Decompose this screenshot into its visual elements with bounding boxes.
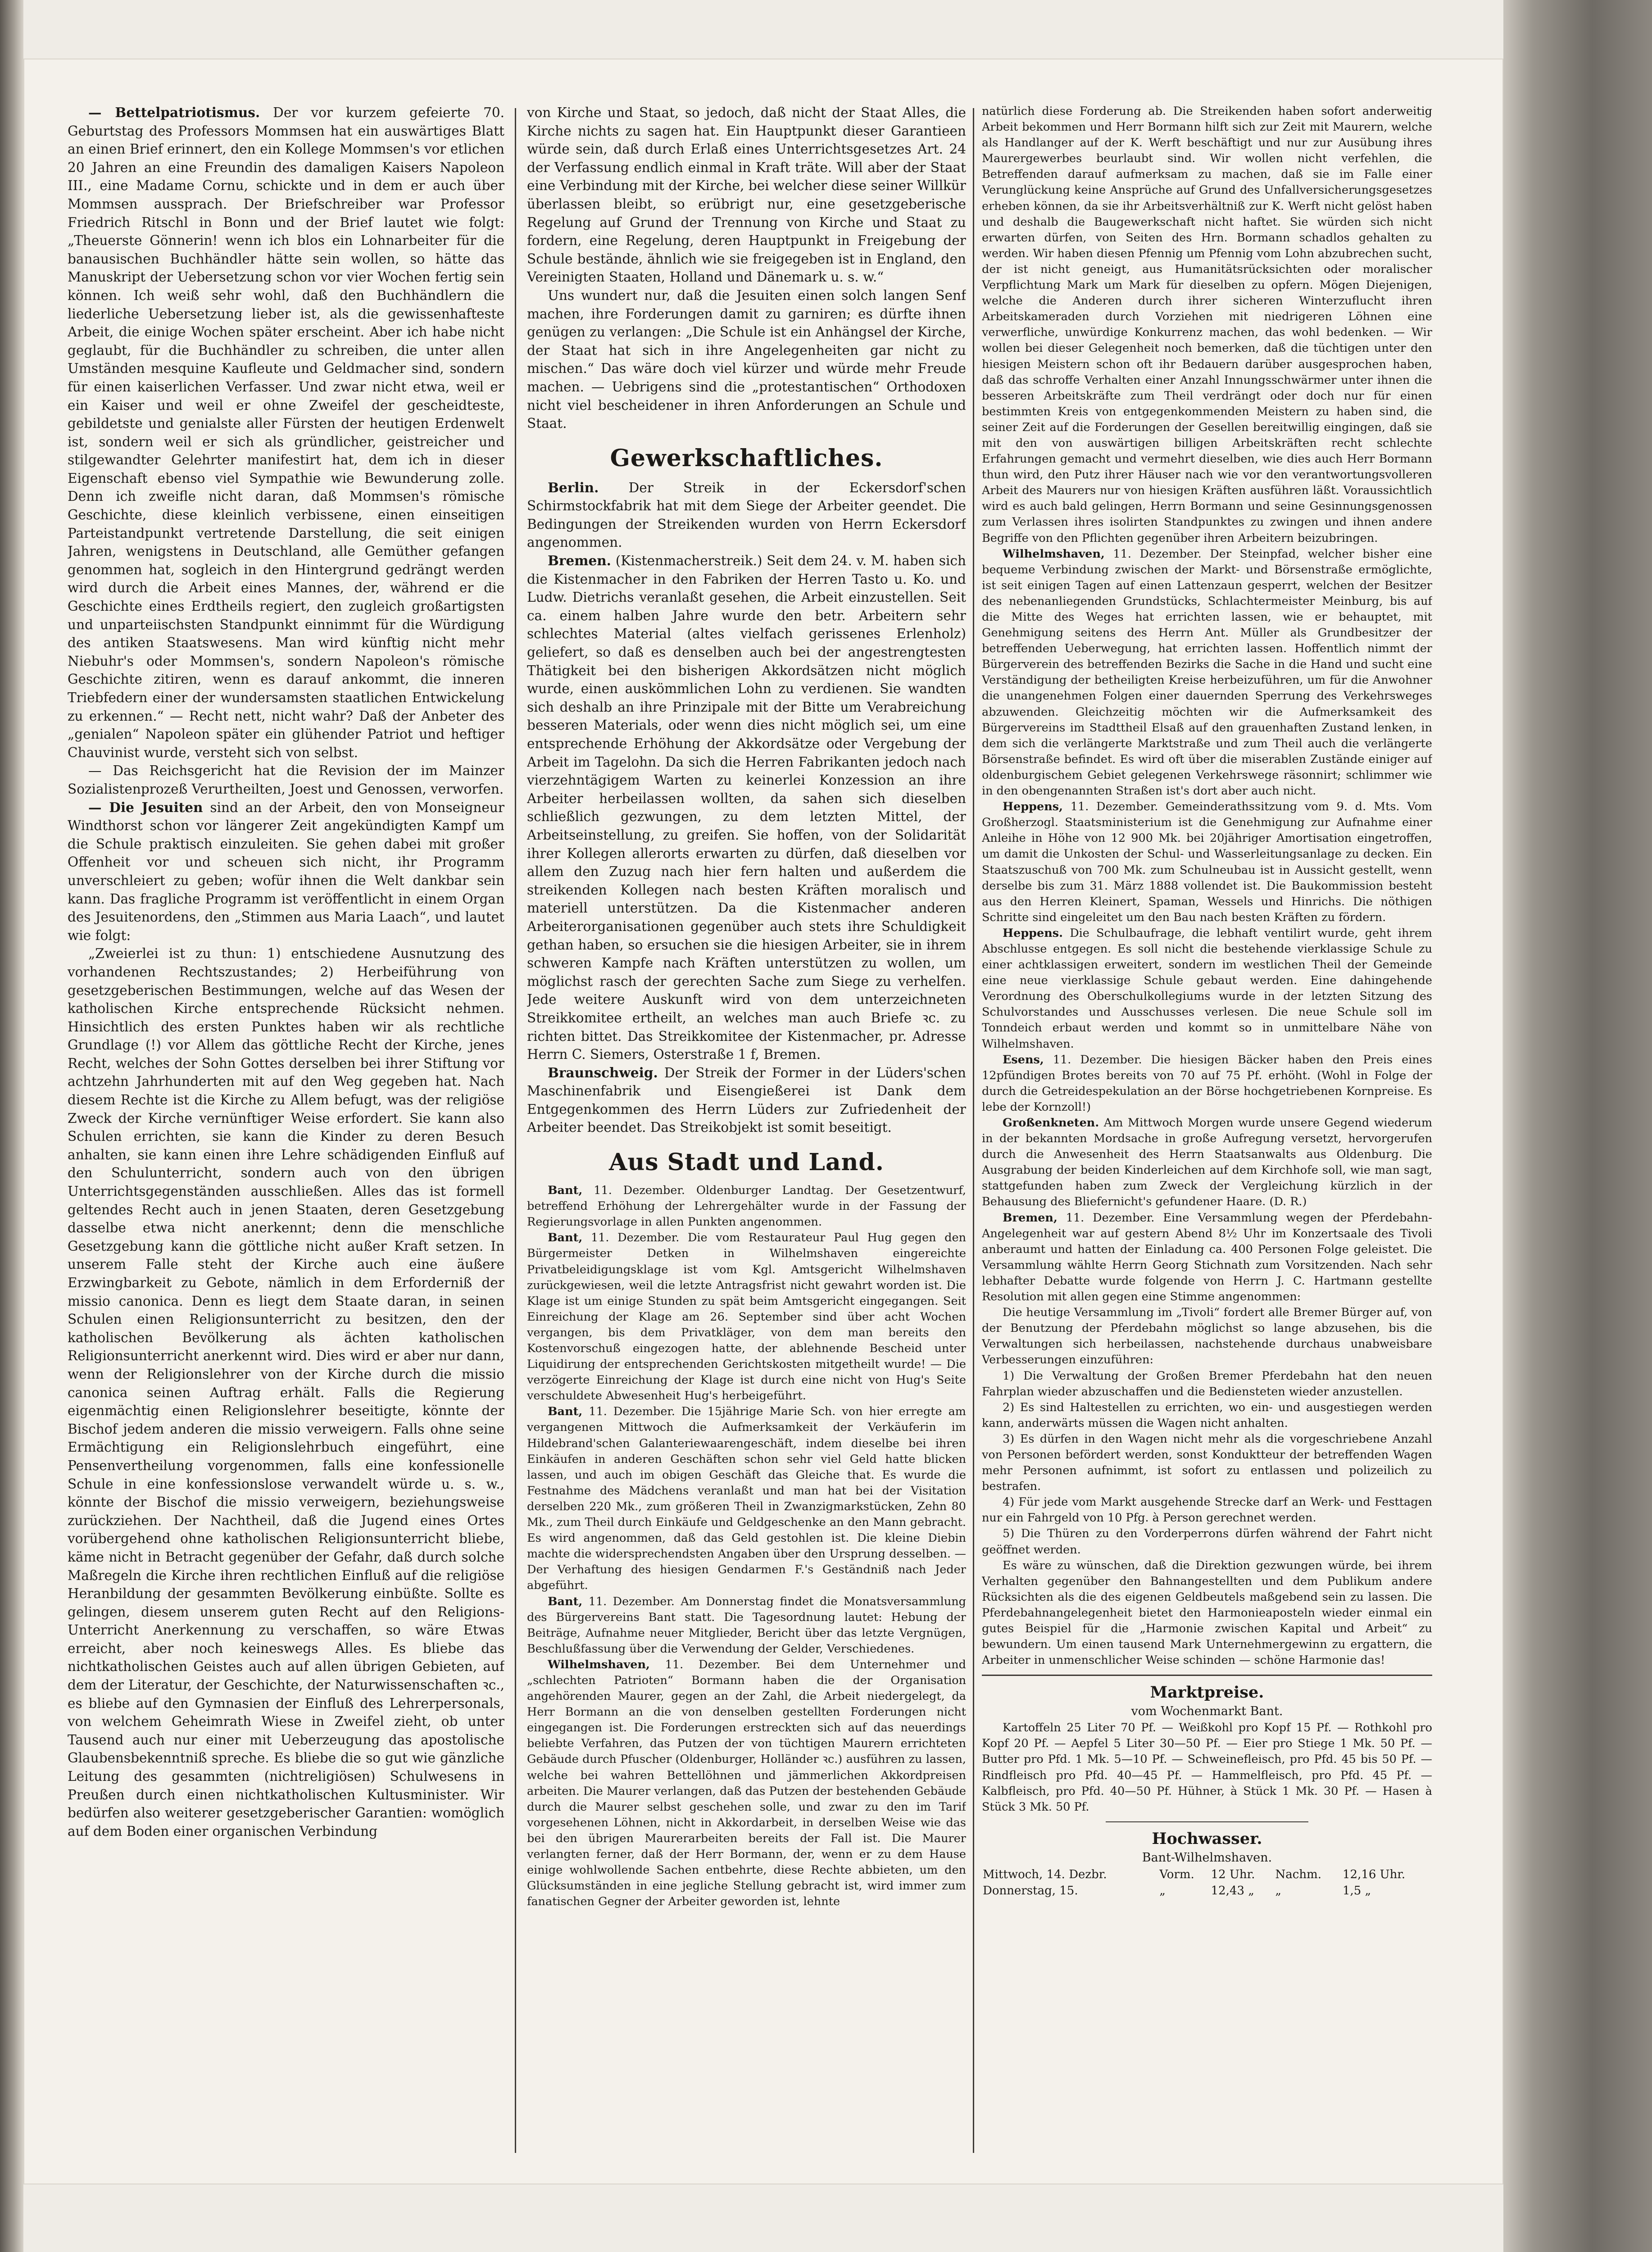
tide-table xyxy=(982,1866,1432,1899)
news-dateline: Berlin. xyxy=(548,479,599,495)
tide-am-label: „ xyxy=(1159,1884,1166,1898)
news-item xyxy=(982,1400,1432,1431)
article-lead: — Die Jesuiten xyxy=(88,799,203,815)
news-text: 11. Dezember. Der Steinpfad, welcher bisher eine bequeme Verbindung zwischen der Markt- und Börsenstraße ermöglichte, ist seit einigen Tagen auf einen Lattenzaun gesperrt, welchen der Besitzer des nebenanliegenden Grundstücks, Schlachtermeister Meinburg, bis auf die Mitte des Weges hat errichten lassen, wie er behauptet, mit Genehmigung seitens des Herrn Ant. Müller als Grundbesitzer der betreffenden Ueberwegung, hat errichten lassen. Hoffentlich nimmt der Bürgerverein des betreffenden Bezirks die Sache in die Hand und sucht eine Verständigung der betheiligten Kreise herbeizuführen, um für die Anwohner die unangenehmen Folgen einer dauernden Sperrung des Verkehrsweges abzuwenden. Gleichzeitig möchten wir die Aufmerksamkeit des Bürgervereins im Stadttheil Elsaß auf den grauenhaften Zustand lenken, in dem sich die verlängerte Marktstraße und zum Theil auch die verlängerte Börsenstraße befindet. Es wird oft über die miserablen Zustände einiger auf oldenburgischem Gebiet gelegenen Verkehrswege räsonnirt; schlimmer wie in den obengenannten Straßen ist's dort aber auch nicht. xyxy=(982,547,1432,798)
news-dateline: Wilhelmshaven, xyxy=(548,1657,650,1671)
news-text: Die Schulbaufrage, die lebhaft ventilirt wurde, geht ihrem Abschlusse entgegen. Es soll nicht die bestehende vierklassige Schule zu einer achtklassigen erweitert, sondern im westlichen Theil der Gemeinde eine neue vierklassige Schule gebaut werden. Eine dahingehende Verordnung des Oberschulkollegiums wurde in der letzten Sitzung des Schulvorstandes und Ausschusses verlesen. Die neue Schule soll im Tonndeich erbaut werden und kommt so in unmittelbare Nähe von Wilhelmshaven. xyxy=(982,926,1432,1051)
news-text: 1) Die Verwaltung der Großen Bremer Pferdebahn hat den neuen Fahrplan wieder abzuschaffen und die Bediensteten wieder anzustellen. xyxy=(982,1369,1432,1398)
news-dateline: Bant, xyxy=(548,1231,583,1245)
news-item xyxy=(527,552,966,1064)
column-1 xyxy=(68,104,504,2157)
news-item xyxy=(527,1064,966,1137)
news-text: 11. Dezember. Gemeinderathssitzung vom 9. d. Mts. Vom Großherzogl. Staatsministerium ist die Genehmigung zur Aufnahme einer Anleihe in Höhe von 12 900 Mk. bei 20jähriger Amortisation eingetroffen, um damit die Unkosten der Schul- und Wasserleitungsanlage zu decken. Ein Staatszuschuß von 700 Mk. zum Schulneubau ist in Aussicht gestellt, wenn derselbe bis zum 31. März 1888 vollendet ist. Die Baukommission besteht aus den Herren Kleinert, Spaman, Wessels und Hinrichs. Die nöthigen Schritte sind eingeleitet um den Bau nach besten Kräften zu fördern. xyxy=(982,800,1432,924)
news-text: Der Streik der Former in der Lüders'schen Maschinenfabrik und Eisengießerei ist Dank dem Entgegenkommen des Herrn Lüders zur Zufriedenheit der Arbeiter beendet. Das Streikobjekt ist somit beseitigt. xyxy=(527,1065,966,1135)
news-item xyxy=(982,926,1432,1052)
news-item xyxy=(982,1431,1432,1494)
section-divider xyxy=(982,1675,1432,1676)
news-text: 11. Dezember. Die hiesigen Bäcker haben den Preis eines 12pfündigen Brotes bereits von 70 auf 75 Pf. erhöht. (Wohl in Folge der durch die Getreidespekulation an der Börse hochgetriebenen Kornpreise. Es lebe der Kornzoll!) xyxy=(982,1053,1432,1114)
news-dateline: Heppens. xyxy=(1003,926,1063,940)
news-item xyxy=(982,799,1432,926)
news-item xyxy=(982,546,1432,799)
news-item xyxy=(982,1368,1432,1400)
tide-pm-label: „ xyxy=(1275,1884,1282,1898)
news-text: natürlich diese Forderung ab. Die Streikenden haben sofort anderweitig Arbeit bekommen und Herr Bormann hilft sich zur Zeit mit Maurern, welche als Handlanger auf der K. Werft beschäftigt und nur zur Ausübung ihres Maurergewerbes beurlaubt sind. Wir wollen nicht verfehlen, die Betreffenden darauf aufmerksam zu machen, daß sie im Falle einer Verunglückung keine Ansprüche auf Grund des Unfallversicherungsgesetzes erheben können, da sie ihr Arbeitsverhältniß zur K. Werft nicht gelöst haben und deshalb die Baugewerkschaft nicht haftet. Sie würden sich nicht erwarten dürfen, von Seiten des Hrn. Bormann schadlos gehalten zu werden. Wir haben diesen Pfennig um Pfennig vom Lohn abzubrechen sucht, der ist nicht geneigt, aus Humanitätsrücksichten oder moralischer Verpflichtung Mark um Mark für dieselben zu opfern. Mögen Diejenigen, welche die Anderen durch ihrer sicheren Winterzuflucht ihren Arbeitskameraden durch Vorziehen mit niedrigeren Löhnen eine verwerfliche, unwürdige Konkurrenz machen, das wohl bedenken. — Wir wollen bei dieser Gelegenheit noch bemerken, daß die tüchtigen unter den hiesigen Meistern schon oft ihr Bedauern darüber ausgesprochen haben, daß das schroffe Verhalten einer Anzahl Innungsschwärmer unter ihnen die besseren Arbeitskräfte zum Theil verdrängt oder doch nur für einen bestimmten Kreis von entgegenkommenden Meistern zu haben sind, die seiner Zeit auf die Forderungen der Gesellen bereitwillig eingingen, daß sie mit den von auswärtigen billigen Arbeitskräften recht schlechte Erfahrungen gemacht und vermehrt dieselben, wie dies auch Herr Bormann thun wird, den Putz ihrer Häuser nach wie vor den verantwortungsvolleren Arbeit des Maurers nur von hiesigen Kräften ausführen läßt. Voraussichtlich wird es auch bald gelingen, Herrn Bormann und seine Gesinnungsgenossen zum Verlassen ihres isolirten Standpunktes zu zwingen und ihnen andere Begriffe von den Pflichten gegenüber ihren Arbeitern beizubringen. xyxy=(982,104,1432,545)
news-text: 5) Die Thüren zu den Vorderperrons dürfen während der Fahrt nicht geöffnet werden. xyxy=(982,1527,1432,1557)
column-3 xyxy=(982,104,1432,2157)
news-item xyxy=(982,1305,1432,1368)
section-title-trade-unions: Gewerkschaftliches. xyxy=(610,444,883,472)
news-dateline: Braunschweig. xyxy=(548,1064,658,1081)
article-paragraph xyxy=(68,799,504,945)
tide-pm-time: 12,16 Uhr. xyxy=(1342,1867,1406,1881)
tide-row xyxy=(982,1866,1432,1883)
news-text: 11. Dezember. Die 15jährige Marie Sch. von hier erregte am vergangenen Mittwoch die Aufmerksamkeit der Verkäuferin im Hildebrand'schen Galanteriewaarengeschäft, indem dieselbe bei ihren Einkäufen in anderen Geschäften schon sehr viel Geld hatte blicken lassen, und auch im obigen Geschäft das Gleiche that. Es wurde die Festnahme des Mädchens veranlaßt und man hat bei der Visitation derselben 220 Mk., zum größeren Theil in Zwanzigmarkstücken, Zehn 80 Mk., zum Theil durch Einkäufe und Geldgeschenke an den Mann gebracht. Es wird angenommen, daß das Geld gestohlen ist. Die kleine Diebin machte die widersprechendsten Angaben über den Ursprung desselben. — Der Verhaftung des hiesigen Gendarmen F.'s Geständniß nach Jeder abgeführt. xyxy=(527,1405,966,1593)
news-text: 11. Dezember. Oldenburger Landtag. Der Gesetzentwurf, betreffend Erhöhung der Lehrergehälter wurde in der Fassung der Regierungsvorlage in allen Punkten angenommen. xyxy=(527,1184,966,1229)
article-text: sind an der Arbeit, den von Monseigneur Windthorst schon vor längerer Zeit angekündigten Kampf um die Schule praktisch einzuleiten. Sie gehen dabei mit großer Offenheit vor und scheuen sich nicht, ihr Programm unverschleiert zu geben; wofür ihnen die Welt dankbar sein kann. Das fragliche Programm ist veröffentlicht in einem Organ des Jesuitenordens, den „Stimmen aus Maria Laach“, und lautet wie folgt: xyxy=(68,799,504,943)
news-text: 4) Für jede vom Markt ausgehende Strecke darf an Werk- und Festtagen nur ein Fahrgeld von 10 Pfg. à Person gerechnet werden. xyxy=(982,1495,1432,1525)
news-item xyxy=(982,1494,1432,1526)
tide-day: Mittwoch, 14. Dezbr. xyxy=(983,1867,1107,1881)
news-text: 11. Dezember. Am Donnerstag findet die Monatsversammlung des Bürgervereins Bant statt. Die Tagesordnung lautet: Hebung der Beiträge, Aufnahme neuer Mitglieder, Bericht über das letzte Vergnügen, Beschlußfassung über die Verwendung der Gelder, Verschiedenes. xyxy=(527,1594,966,1656)
news-item xyxy=(527,1230,966,1404)
news-item xyxy=(982,1115,1432,1210)
news-item xyxy=(982,104,1432,546)
column-rule xyxy=(515,108,516,2153)
article-paragraph: von Kirche und Staat, so jedoch, daß nicht der Staat Alles, die Kirche nichts zu sagen hat. Ein Hauptpunkt dieser Garantieen würde sein, daß durch Erlaß eines Unterrichtsgesetzes Art. 24 der Verfassung endlich einmal in Kraft träte. Will aber der Staat eine Verbindung mit der Kirche, bei welcher diese seiner Willkür überlassen bleibt, so erübrigt nur, eine gesetzgeberische Regelung auf Grund der Trennung von Kirche und Staat zu fordern, eine Regelung, deren Hauptpunkt in Freigebung der Schule bestände, ähnlich wie sie freigegeben ist in England, den Vereinigten Staaten, Holland und Dänemark u. s. w.“ xyxy=(527,105,966,285)
article-text: „Zweierlei ist zu thun: 1) entschiedene Ausnutzung des vorhandenen Rechtszustandes; 2) Herbeiführung von gesetzgeberischen Bestimmungen, welche auf das Wesen der katholischen Kirche entsprechende Rücksicht nehmen. Hinsichtlich des ersten Punktes haben wir als rechtliche Grundlage (!) vor Allem das göttliche Recht der Kirche, jenes Recht, welches der Sohn Gottes derselben bei ihrer Stiftung vor achtzehn Jahrhunderten mit auf den Weg gegeben hat. Nach diesem Rechte ist die Kirche zu Allem befugt, was der religiöse Zweck der Kirche vernünftiger Weise erfordert. Sie kann also Schulen errichten, sie kann die Kinder zu deren Besuch anhalten, sie kann einen ihre Lehre schädigenden Einfluß auf den Schulunterricht, sondern auch von den übrigen Unterrichtsgegenständen ausschließen. Alles das ist formell geltendes Recht auch in jenen Staaten, deren Gesetzgebung dasselbe etwa nicht anerkennt; denn die menschliche Gesetzgebung kann die göttliche nicht außer Kraft setzen. In unserem Falle steht der Kirche auch eine äußere Erzwingbarkeit zu Gebote, nämlich in dem Erforderniß der missio canonica. Denn es liegt dem Staate daran, in seinen Schulen einen Religionsunterricht zu besitzen, den der katholischen Bevölkerung als ächten katholischen Religionsunterricht anerkennt wird. Dies wird er aber nur dann, wenn der Religionslehrer von der Kirche durch die missio canonica seinen Auftrag erhält. Falls die Regierung eigenmächtig einen Religionslehrer beseitigte, könnte der Bischof jedem anderen die missio verweigern. Falls ohne seine Ermächtigung ein Religionslehrbuch eingeführt, eine Pensenvertheilung vorgenommen, falls eine konfessionelle Schule in eine konfessionslose verwandelt würde u. s. w., könnte der Bischof die missio verweigern, beziehungsweise zurückziehen. Der Nachtheil, daß die Jugend eines Ortes vorübergehend ohne katholischen Religionsunterricht bliebe, käme nicht in Betracht gegenüber der Gefahr, daß durch solche Maßregeln die Kirche ihren rechtlichen Einfluß auf die religiöse Heranbildung der gesammten Bevölkerung einbüßte. Sollte es gelingen, diesem unserem guten Recht auf den Religions-Unterricht Anerkennung zu verschaffen, so wäre Etwas erreicht, aber noch keineswegs Alles. Es bliebe das nichtkatholischen Geistes auch auf allen übrigen Gebieten, auf dem der Literatur, der Geschichte, der Naturwissenschaften ꝛc., es bliebe auf den Gymnasien der Einfluß des Lehrerpersonals, von welchem Geheimrath Wiese in Zweifel zieht, ob unter Tausend auch nur einer mit Ueberzeugung das apostolische Glaubensbekenntniß spreche. Es bliebe die so gut wie gänzliche Leitung des gesammten (nichtreligiösen) Schulwesens in Preußen durch einen nichtkatholischen Kultusminister. Wir bedürfen also weiterer gesetzgeberischer Garantien: womöglich auf dem Boden einer organischen Verbindung xyxy=(68,946,504,1839)
column-rule xyxy=(973,108,974,2153)
tide-am-time: 12,43 „ xyxy=(1211,1884,1254,1898)
news-item xyxy=(527,1657,966,1910)
news-item xyxy=(982,1052,1432,1115)
news-item xyxy=(982,1210,1432,1305)
news-dateline: Wilhelmshaven, xyxy=(1003,547,1105,561)
news-text: 11. Dezember. Die vom Restaurateur Paul Hug gegen den Bürgermeister Detken in Wilhelmshaven eingereichte Privatbeleidigungsklage ist vom Kgl. Amtsgericht Wilhelmshaven zurückgewiesen, weil die letzte Antragsfrist nicht gewahrt worden ist. Die Klage ist um einige Stunden zu spät beim Amtsgericht eingegangen. Seit Einreichung der Klage am 26. September sind über acht Wochen vergangen, bis dem Privatkläger, von dem man bereits den Kostenvorschuß eingezogen hatte, der ablehnende Bescheid unter Liquidirung der entsprechenden Gerichtskosten mitgetheilt wurde! — Die verzögerte Einreichung der Klage ist durch eine nicht von Hug's Seite verschuldete Abwesenheit Hug's herbeigeführt. xyxy=(527,1231,966,1403)
tide-pm-time: 1,5 „ xyxy=(1342,1884,1371,1898)
tide-row xyxy=(982,1883,1432,1899)
news-dateline: Bremen, xyxy=(1003,1211,1057,1225)
article-paragraph xyxy=(68,944,504,1840)
news-item xyxy=(527,479,966,552)
news-item xyxy=(982,1526,1432,1557)
section-title-local-news: Aus Stadt und Land. xyxy=(609,1149,884,1176)
article-paragraph xyxy=(68,104,504,762)
column-2 xyxy=(527,104,966,2157)
news-text: Die heutige Versammlung im „Tivoli“ fordert alle Bremer Bürger auf, von der Benutzung der Pferdebahn möglichst so lange abzusehen, bis die Verwaltungen sich herbeilassen, nachstehende durchaus unabweisbare Verbesserungen einzuführen: xyxy=(982,1306,1432,1367)
news-text: Am Mittwoch Morgen wurde unsere Gegend wiederum in der bekannten Mordsache in große Aufregung versetzt, hervorgerufen durch die Anwesenheit des Herrn Staatsanwalts aus Oldenburg. Die Ausgrabung der beiden Kinderleichen auf dem Kirchhofe soll, wie man sagt, stattgefunden haben zum Zweck der Vergleichung kürzlich in der Behausung des Bliefernicht's gefundener Haare. (D. R.) xyxy=(982,1116,1432,1209)
article-text: Der vor kurzem gefeierte 70. Geburtstag des Professors Mommsen hat ein auswärtiges Blatt an einen Brief erinnert, den ein Kollege Mommsen's vor etlichen 20 Jahren an eine Freundin des damaligen Kaisers Napoleon III., eine Madame Cornu, schickte und in dem er auch über Mommsen aussprach. Der Briefschreiber war Professor Friedrich Ritschl in Bonn und der Brief lautet wie folgt: „Theuerste Gönnerin! wenn ich blos ein Lohnarbeiter für die banausischen Buchhändler hätte sein wollen, so hätte das Manuskript der Uebersetzung schon vor vier Wochen fertig sein können. Ich weiß sehr wohl, daß den Buchhändlern die liederliche Uebersetzung lieber ist, als die gewissenhafteste Arbeit, die einige Wochen später erscheint. Aber ich habe nicht geglaubt, für die Buchhändler zu schreiben, die unter allen Umständen mesquine Kaufleute und Geldmacher sind, sondern für einen kaiserlichen Verfasser. Und zwar nicht etwa, weil er ein Kaiser und weil er ohne Zweifel der gescheidteste, gebildetste und genialste aller Fürsten der heutigen Erdenwelt ist, sondern weil er sich als gründlicher, geistreicher und stilgewandter Gelehrter manifestirt hat, dem ich in dieser Eigenschaft ebenso viel Sympathie wie Bewunderung zolle. Denn ich zweifle nicht daran, daß Mommsen's römische Geschichte, diese kleinlich verbissene, einen einseitigen Parteistandpunkt vertretende Darstellung, die seit einigen Jahren, wenigstens in Deutschland, alle Gemüther gefangen genommen hat, sogleich in den Hintergrund gedrängt werden wird durch die Arbeit eines Mannes, der, während er die Geschichte eines Erdtheils regiert, den zugleich großartigsten und unparteiischsten Standpunkt einnimmt für die Würdigung des antiken Staatswesens. Man wird künftig nicht mehr Niebuhr's oder Mommsen's, sondern Napoleon's römische Geschichte zitiren, wenn es darauf ankommt, die inneren Triebfedern einer der wundersamsten staatlichen Entwickelung zu erkennen.“ — Recht nett, nicht wahr? Daß der Anbeter des „genialen“ Napoleon später ein glühender Patriot und heftiger Chauvinist wurde, versteht sich von selbst. xyxy=(68,105,504,760)
news-dateline: Bant, xyxy=(548,1405,583,1419)
market-prices-subtitle: vom Wochenmarkt Bant. xyxy=(1131,1704,1283,1719)
tide-subtitle: Bant-Wilhelmshaven. xyxy=(1142,1850,1272,1865)
news-text: (Kistenmacherstreik.) Seit dem 24. v. M. haben sich die Kistenmacher in den Fabriken der Herren Tasto u. Ko. und Ludw. Dietrichs veranlaßt gesehen, die Arbeit einzustellen. Seit ca. einem halben Jahre wurde den betr. Arbeitern sehr schlechtes Material (altes vielfach gerissenes Erlenholz) geliefert, so daß es denselben auch bei der angestrengtesten Thätigkeit bei den bisherigen Akkordsätzen nicht möglich wurde, einen auskömmlichen Lohn zu verdienen. Sie wandten sich deshalb an ihre Prinzipale mit der Bitte um Verabreichung besseren Materials, oder wenn dies nicht möglich sei, um eine entsprechende Erhöhung der Akkordsätze oder Vergebung der Arbeit im Tagelohn. Da sich die Herren Fabrikanten jedoch nach vierzehntägigem Warten zu keinerlei Konzession an ihre Arbeiter herbeilassen wollten, da sahen sich dieselben schließlich gezwungen, zu dem letzten Mittel, der Arbeitseinstellung, zu greifen. Sie hoffen, von der Solidarität ihrer Kollegen allerorts erwarten zu dürfen, daß dieselben vor allem den Zuzug nach hier fern halten und außerdem die streikenden Kollegen nach besten Kräften moralisch und materiell unterstützen. Da die Kistenmacher anderen Arbeiterorganisationen gegenüber auch stets ihre Schuldigkeit gethan haben, so ersuchen sie die hiesigen Arbeiter, sie in ihrem schweren Kampfe nach Kräften unterstützen zu wollen, um möglichst rasch der gerechten Sache zum Siege zu verhelfen. Jede weitere Auskunft wird von dem unterzeichneten Streikkomitee ertheilt, an welches man auch Briefe ꝛc. zu richten bittet. Das Streikkomitee der Kistenmacher, pr. Adresse Herrn C. Siemers, Osterstraße 1 f, Bremen. xyxy=(527,553,966,1062)
news-item xyxy=(982,1558,1432,1669)
tide-day: Donnerstag, 15. xyxy=(983,1884,1078,1898)
tide-pm-label: Nachm. xyxy=(1275,1867,1322,1881)
article-text: — Das Reichsgericht hat die Revision der im Mainzer Sozialistenprozeß Verurtheilten, Joest und Genossen, verworfen. xyxy=(68,763,504,797)
market-prices-title: Marktpreise. xyxy=(1150,1683,1264,1702)
news-text: 11. Dezember. Eine Versammlung wegen der Pferdebahn-Angelegenheit war auf gestern Abend 8½ Uhr im Konzertsaale des Tivoli anberaumt und hatten der Einladung ca. 400 Personen Folge geleistet. Die Versammlung wählte Herrn Georg Stichnath zum Vorsitzenden. Nach sehr lebhafter Debatte wurde folgende von Herrn J. C. Hartmann gestellte Resolution mit allen gegen eine Stimme angenommen: xyxy=(982,1211,1432,1304)
article-paragraph xyxy=(68,762,504,798)
news-text: Der Streik in der Eckersdorf'schen Schirmstockfabrik hat mit dem Siege der Arbeiter geendet. Die Bedingungen der Streikenden wurden von Herrn Eckersdorf angenommen. xyxy=(527,480,966,550)
tide-title: Hochwasser. xyxy=(1152,1829,1262,1848)
local-news xyxy=(527,1183,966,1910)
news-item xyxy=(527,1594,966,1657)
news-item xyxy=(527,1183,966,1230)
market-prices-text: Kartoffeln 25 Liter 70 Pf. — Weißkohl pro Kopf 15 Pf. — Rothkohl pro Kopf 20 Pf. — Aepfel 5 Liter 30—50 Pf. — Eier pro Stiege 1 Mk. 50 Pf. — Butter pro Pfd. 1 Mk. 5—10 Pf. — Schweinefleisch, pro Pfd. 45 bis 50 Pf. — Rindfleisch pro Pfd. 40—45 Pf. — Hammelfleisch, pro Pfd. 45 Pf. — Kalbfleisch, pro Pfd. 40—50 Pf. Hühner, à Stück 1 Mk. 30 Pf. — Hasen à Stück 3 Mk. 50 Pf. xyxy=(982,1721,1432,1814)
news-text: Es wäre zu wünschen, daß die Direktion gezwungen würde, bei ihrem Verhalten gegenüber den Bahnangestellten und dem Publikum andere Rücksichten als die des eigenen Geldbeutels maßgebend sein zu lassen. Die Pferdebahnangelegenheit bietet den Harmonieaposteln wieder einmal ein gutes Beispiel für die „Harmonie zwischen Kapital und Arbeit“ zu bewundern. Um einen tausend Mark Unternehmergewinn zu ergattern, die Arbeiter in unmenschlicher Weise schinden — schöne Harmonie das! xyxy=(982,1558,1432,1667)
news-dateline: Bremen. xyxy=(548,553,611,569)
news-dateline: Großenkneten. xyxy=(1003,1116,1099,1130)
news-dateline: Heppens, xyxy=(1003,800,1063,814)
news-text: 3) Es dürfen in den Wagen nicht mehr als die vorgeschriebene Anzahl von Personen befördert werden, sonst Konduktteur der betreffenden Wagen mehr Personen aufnimmt, ist sofort zu entlassen und polizeilich zu bestrafen. xyxy=(982,1432,1432,1494)
news-text: 2) Es sind Haltestellen zu errichten, wo ein- und ausgestiegen werden kann, anderwärts müssen die Wagen nicht anhalten. xyxy=(982,1400,1432,1430)
scan-edge-right xyxy=(1503,0,1652,2252)
article-lead: — Bettelpatriotismus. xyxy=(88,104,260,120)
news-item xyxy=(527,1404,966,1594)
scan-edge-left xyxy=(0,0,23,2252)
tide-am-label: Vorm. xyxy=(1159,1867,1194,1881)
news-dateline: Bant, xyxy=(548,1594,583,1608)
news-text: 11. Dezember. Bei dem Unternehmer und „schlechten Patrioten“ Bormann haben die der Organisation angehörenden Maurer, gegen an der Zahl, die Arbeit niedergelegt, da Herr Bormann an die von denselben gestellten Forderungen nicht eingegangen ist. Die Forderungen erstreckten sich auf das neuerdings beliebte Verfahren, das Putzen der von tüchtigen Maurern errichteten Gebäude durch Pfuscher (Oldenburger, Holländer ꝛc.) ausführen zu lassen, welche bei wahren Bettellöhnen und jämmerlichen Akkordpreisen arbeiten. Die Maurer verlangen, daß das Putzen der bestehenden Gebäude durch die Maurer selbst geschehen solle, und zwar zu den im Tarif vorgesehenen Löhnen, nicht in Akkordarbeit, in derselben Weise wie das bei den übrigen Maurerarbeiten bereits der Fall ist. Die Maurer verlangten ferner, daß der Herr Bormann, der, wenn er zu dem Hause einige wohlwollende Sachen entbehrte, diese Rechte abbieten, um den Glücksumständen in eine jegliche Stellung gebracht ist, wird immer zum fanatischen Gegner der Arbeiter geworden ist, lehnte xyxy=(527,1657,966,1909)
article-paragraph: Uns wundert nur, daß die Jesuiten einen solch langen Senf machen, ihre Forderungen damit zu garniren; es dürfte ihnen genügen zu verlangen: „Die Schule ist ein Anhängsel der Kirche, der Staat hat sich in ihre Angelegenheiten gar nicht zu mischen.“ Das wäre doch viel kürzer und würde mehr Freude machen. — Uebrigens sind die „protestantischen“ Orthodoxen nicht viel bescheidener in ihren Anforderungen an Schule und Staat. xyxy=(527,287,966,431)
news-dateline: Bant, xyxy=(548,1184,583,1198)
tide-am-time: 12 Uhr. xyxy=(1211,1867,1255,1881)
news-dateline: Esens, xyxy=(1003,1053,1044,1067)
section-divider xyxy=(1106,1821,1308,1822)
